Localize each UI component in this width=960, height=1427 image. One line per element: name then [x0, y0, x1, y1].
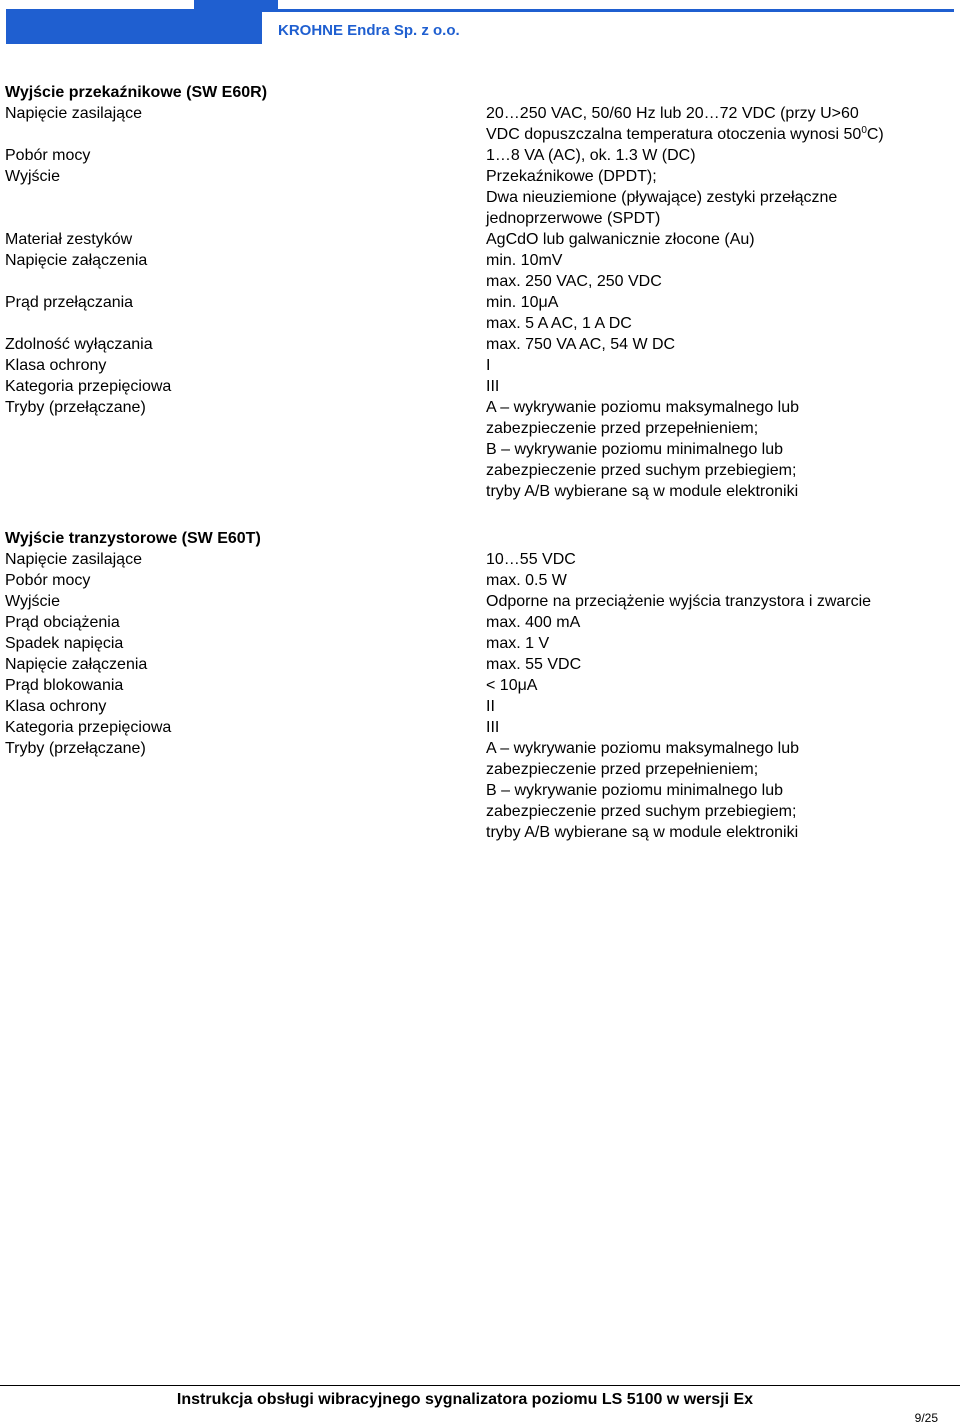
spec-value-line: 1…8 VA (AC), ok. 1.3 W (DC)	[486, 147, 696, 164]
spec-value	[486, 696, 956, 717]
spec-value-line: max. 0.5 W	[486, 572, 567, 589]
relay-section-title: Wyjście przekaźnikowe (SW E60R)	[5, 84, 268, 101]
spec-value	[486, 334, 956, 355]
spec-value-line: max. 1 V	[486, 635, 550, 652]
spec-label: Wyjście	[5, 168, 60, 185]
spec-value-line: B – wykrywanie poziomu minimalnego lub	[486, 441, 784, 458]
page-number: 9/25	[914, 1411, 938, 1425]
spec-value	[486, 717, 956, 738]
spec-label: Tryby (przełączane)	[5, 399, 146, 416]
spec-label: Napięcie zasilające	[5, 551, 142, 568]
spec-value	[486, 549, 956, 570]
spec-value-line: max. 55 VDC	[486, 656, 582, 673]
transistor-section-title: Wyjście tranzystorowe (SW E60T)	[5, 530, 261, 547]
spec-value	[486, 229, 956, 250]
spec-value-line: I	[486, 357, 491, 374]
spec-label: Prąd blokowania	[5, 677, 124, 694]
spec-label: Materiał zestyków	[5, 231, 133, 248]
spec-value-line: Przekaźnikowe (DPDT);	[486, 168, 657, 185]
spec-value-line: max. 5 A AC, 1 A DC	[486, 315, 632, 332]
spec-value-line: II	[486, 698, 495, 715]
spec-value-line: AgCdO lub galwanicznie złocone (Au)	[486, 231, 755, 248]
spec-value	[486, 570, 956, 591]
spec-value	[486, 145, 956, 166]
spec-label: Kategoria przepięciowa	[5, 378, 172, 395]
footer-divider	[0, 1385, 960, 1386]
spec-value-line: 10…55 VDC	[486, 551, 576, 568]
spec-value-line: max. 750 VA AC, 54 W DC	[486, 336, 676, 353]
degree-superscript: 0	[861, 125, 867, 136]
spec-value-line: tryby A/B wybierane są w module elektroniki	[486, 483, 799, 500]
spec-value-line: A – wykrywanie poziomu maksymalnego lub	[486, 740, 800, 757]
spec-label: Napięcie zasilające	[5, 105, 142, 122]
spec-value-line: jednoprzerwowe (SPDT)	[486, 210, 661, 227]
spec-value-line: zabezpieczenie przed przepełnieniem;	[486, 420, 759, 437]
spec-value	[486, 612, 956, 633]
spec-value	[486, 376, 956, 397]
spec-value	[486, 355, 956, 376]
spec-value	[486, 103, 956, 145]
spec-value-line: max. 250 VAC, 250 VDC	[486, 273, 662, 290]
spec-value-line: zabezpieczenie przed suchym przebiegiem;	[486, 462, 797, 479]
spec-value-line: Dwa nieuziemione (pływające) zestyki przełączne	[486, 189, 838, 206]
spec-value	[486, 591, 956, 612]
spec-value	[486, 397, 956, 502]
spec-value-line: min. 10μA	[486, 294, 559, 311]
spec-value-text: VDC dopuszczalna temperatura otoczenia wynosi 50	[486, 126, 862, 143]
spec-label: Wyjście	[5, 593, 60, 610]
spec-label: Klasa ochrony	[5, 698, 107, 715]
spec-value-line: tryby A/B wybierane są w module elektroniki	[486, 824, 799, 841]
spec-label: Klasa ochrony	[5, 357, 107, 374]
spec-label: Pobór mocy	[5, 572, 91, 589]
spec-label: Napięcie załączenia	[5, 252, 148, 269]
spec-label: Napięcie załączenia	[5, 656, 148, 673]
spec-label: Prąd przełączania	[5, 294, 134, 311]
spec-value	[486, 738, 956, 843]
spec-label: Spadek napięcia	[5, 635, 124, 652]
spec-value-line: zabezpieczenie przed suchym przebiegiem;	[486, 803, 797, 820]
spec-value-line: Odporne na przeciążenie wyjścia tranzystora i zwarcie	[486, 593, 872, 610]
spec-value-text: C)	[866, 126, 884, 143]
spec-value-line	[486, 124, 956, 145]
spec-value-line: min. 10mV	[486, 252, 563, 269]
header-company: KROHNE Endra Sp. z o.o.	[278, 22, 460, 39]
spec-value	[486, 292, 956, 334]
spec-label: Pobór mocy	[5, 147, 91, 164]
spec-value-line: III	[486, 378, 500, 395]
spec-value-line: A – wykrywanie poziomu maksymalnego lub	[486, 399, 800, 416]
spec-value-line: 20…250 VAC, 50/60 Hz lub 20…72 VDC (przy U>60	[486, 105, 859, 122]
spec-value-line: zabezpieczenie przed przepełnieniem;	[486, 761, 759, 778]
spec-value-line: max. 400 mA	[486, 614, 581, 631]
spec-value	[486, 675, 956, 696]
footer-title: Instrukcja obsługi wibracyjnego sygnalizatora poziomu LS 5100 w wersji Ex	[176, 1391, 754, 1408]
spec-value	[486, 166, 956, 229]
spec-label: Tryby (przełączane)	[5, 740, 146, 757]
spec-value	[486, 250, 956, 292]
spec-value-line: < 10μA	[486, 677, 538, 694]
spec-label: Prąd obciążenia	[5, 614, 120, 631]
spec-label: Kategoria przepięciowa	[5, 719, 172, 736]
spec-value	[486, 633, 956, 654]
spec-label: Zdolność wyłączania	[5, 336, 153, 353]
spec-value	[486, 654, 956, 675]
spec-value-line: B – wykrywanie poziomu minimalnego lub	[486, 782, 784, 799]
spec-value-line: III	[486, 719, 500, 736]
